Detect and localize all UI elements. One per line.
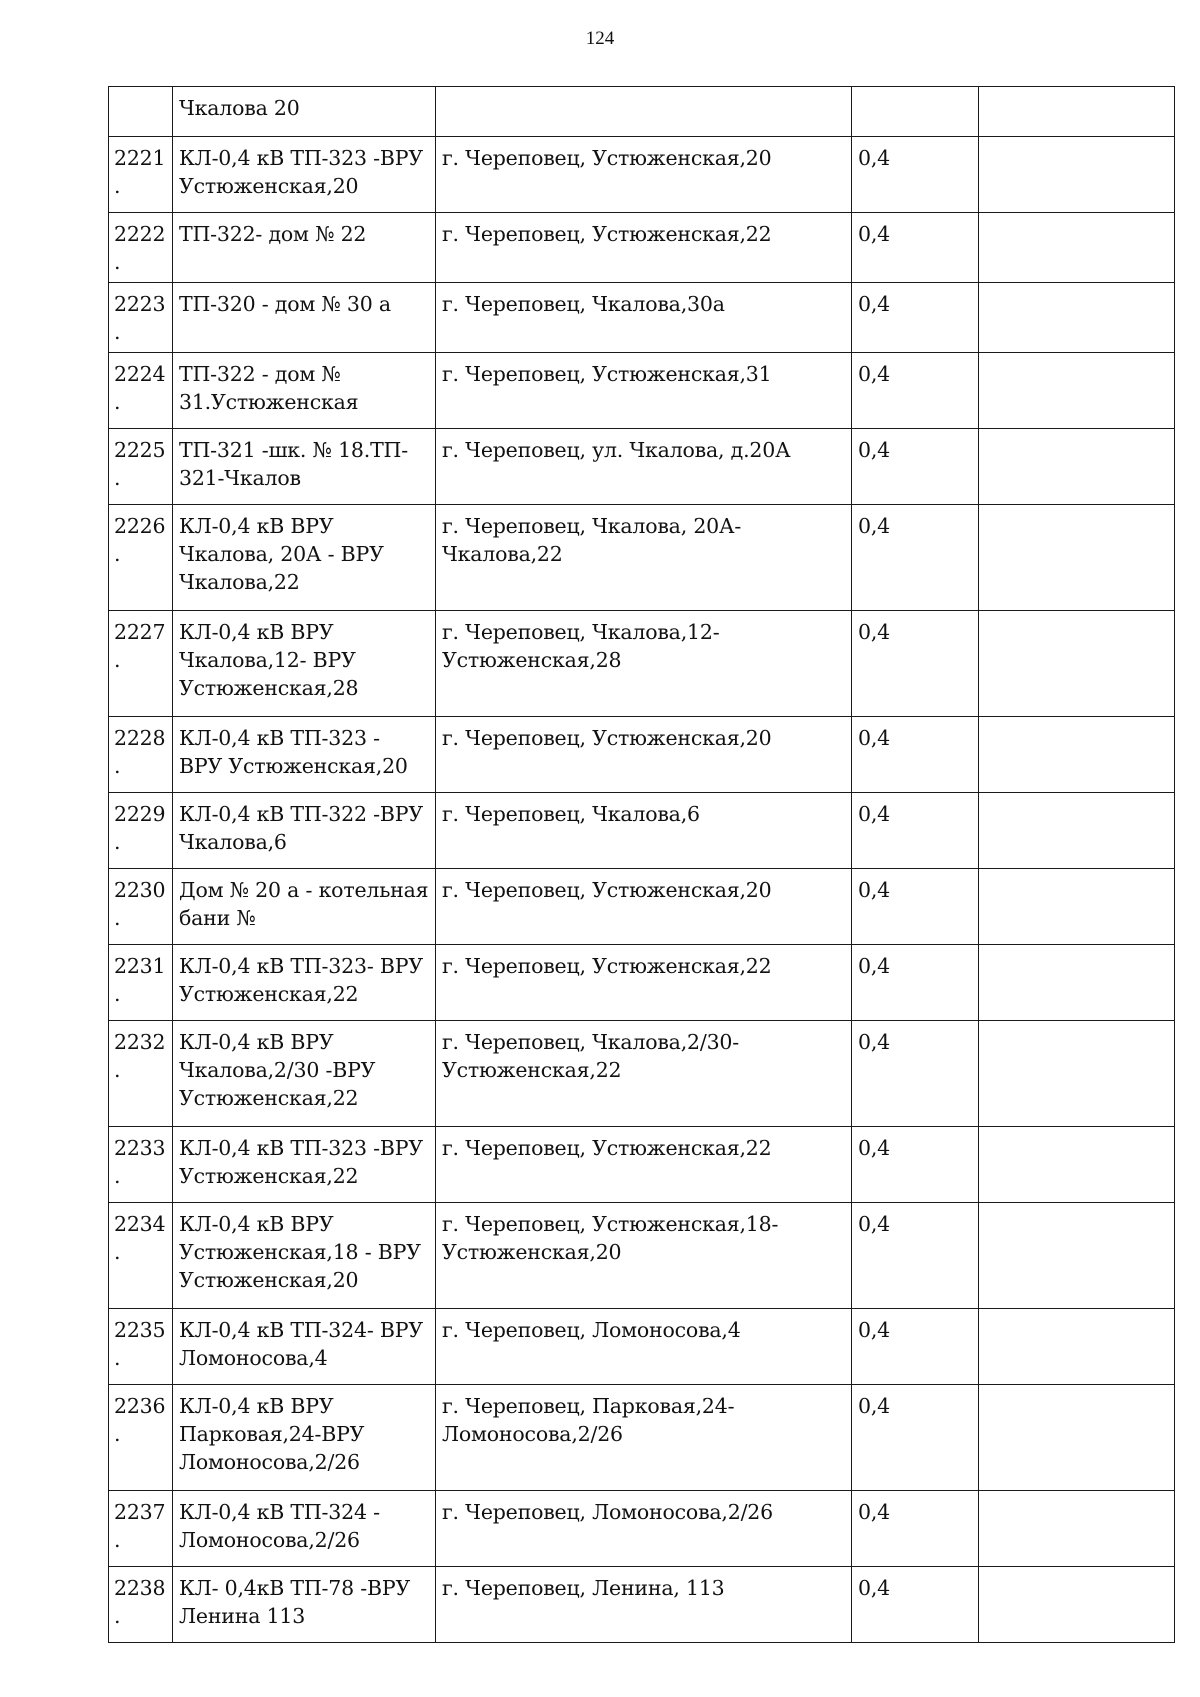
object-name-cell xyxy=(173,1385,436,1491)
address-cell xyxy=(436,505,852,611)
object-name-line: Устюженская,22 xyxy=(179,1164,359,1188)
voltage-cell: 0,4 xyxy=(852,717,979,793)
table-row xyxy=(109,945,1175,1021)
address-line: г. Череповец, Устюженская,22 xyxy=(442,954,772,978)
object-name-line: Устюженская,20 xyxy=(179,1268,359,1292)
row-number-cell: 2229. xyxy=(109,793,173,869)
row-number-cell: 2235. xyxy=(109,1309,173,1385)
empty-cell xyxy=(979,1309,1175,1385)
object-name-line: КЛ-0,4 кВ ВРУ xyxy=(179,514,334,538)
object-name-line: бани № xyxy=(179,906,256,930)
object-name-line: ТП-322- дом № 22 xyxy=(179,222,367,246)
object-name-cell xyxy=(173,87,436,137)
table-row xyxy=(109,1309,1175,1385)
object-name-line: Устюженская,22 xyxy=(179,1086,359,1110)
object-name-line: КЛ-0,4 кВ ТП-323- ВРУ xyxy=(179,954,423,978)
registry-table-body xyxy=(109,87,1175,1643)
row-number-cell: 2223. xyxy=(109,283,173,353)
address-cell xyxy=(436,1203,852,1309)
empty-cell xyxy=(979,137,1175,213)
empty-cell xyxy=(979,505,1175,611)
object-name-cell xyxy=(173,1203,436,1309)
address-cell xyxy=(436,137,852,213)
voltage-cell: 0,4 xyxy=(852,1567,979,1643)
object-name-cell xyxy=(173,1491,436,1567)
empty-cell xyxy=(979,945,1175,1021)
object-name-cell xyxy=(173,353,436,429)
row-number-cell: 2222. xyxy=(109,213,173,283)
table-row xyxy=(109,213,1175,283)
address-cell xyxy=(436,1127,852,1203)
empty-cell xyxy=(979,1491,1175,1567)
table-row xyxy=(109,1127,1175,1203)
object-name-cell xyxy=(173,213,436,283)
page-number: 124 xyxy=(585,28,615,49)
table-row xyxy=(109,283,1175,353)
address-line: г. Череповец, Устюженская,20 xyxy=(442,726,772,750)
voltage-cell: 0,4 xyxy=(852,429,979,505)
object-name-cell xyxy=(173,1567,436,1643)
voltage-cell: 0,4 xyxy=(852,945,979,1021)
address-line: г. Череповец, ул. Чкалова, д.20А xyxy=(442,438,791,462)
object-name-line: КЛ-0,4 кВ ТП-324 - xyxy=(179,1500,380,1524)
row-number-cell: 2224. xyxy=(109,353,173,429)
row-number-cell: 2231. xyxy=(109,945,173,1021)
empty-cell xyxy=(979,283,1175,353)
table-row xyxy=(109,429,1175,505)
object-name-line: ТП-320 - дом № 30 а xyxy=(179,292,391,316)
row-number-cell: 2232. xyxy=(109,1021,173,1127)
object-name-line: Чкалова 20 xyxy=(179,96,300,120)
object-name-line: Чкалова,22 xyxy=(179,570,300,594)
object-name-line: Устюженская,18 - ВРУ xyxy=(179,1240,421,1264)
address-line: г. Череповец, Ленина, 113 xyxy=(442,1576,725,1600)
object-name-cell xyxy=(173,429,436,505)
address-line: Устюженская,22 xyxy=(442,1058,622,1082)
table-row xyxy=(109,353,1175,429)
object-name-line: 321-Чкалов xyxy=(179,466,301,490)
object-name-line: ВРУ Устюженская,20 xyxy=(179,754,408,778)
object-name-line: ТП-322 - дом № xyxy=(179,362,341,386)
voltage-cell: 0,4 xyxy=(852,283,979,353)
voltage-cell: 0,4 xyxy=(852,611,979,717)
object-name-line: Устюженская,22 xyxy=(179,982,359,1006)
object-name-line: 31.Устюженская xyxy=(179,390,359,414)
voltage-cell: 0,4 xyxy=(852,353,979,429)
object-name-line: Ломоносова,2/26 xyxy=(179,1528,360,1552)
address-line: г. Череповец, Устюженская,20 xyxy=(442,878,772,902)
object-name-line: КЛ-0,4 кВ ТП-324- ВРУ xyxy=(179,1318,423,1342)
object-name-line: Чкалова,12- ВРУ xyxy=(179,648,356,672)
object-name-line: Чкалова,2/30 -ВРУ xyxy=(179,1058,376,1082)
object-name-line: КЛ-0,4 кВ ВРУ xyxy=(179,620,334,644)
voltage-cell: 0,4 xyxy=(852,1491,979,1567)
registry-table xyxy=(108,86,1175,1643)
object-name-cell xyxy=(173,1021,436,1127)
object-name-cell xyxy=(173,137,436,213)
voltage-cell: 0,4 xyxy=(852,1309,979,1385)
voltage-cell: 0,4 xyxy=(852,1127,979,1203)
row-number-cell: 2238. xyxy=(109,1567,173,1643)
address-line: г. Череповец, Устюженская,31 xyxy=(442,362,772,386)
empty-cell xyxy=(979,1203,1175,1309)
object-name-cell xyxy=(173,1127,436,1203)
address-cell xyxy=(436,1385,852,1491)
empty-cell xyxy=(979,87,1175,137)
voltage-cell: 0,4 xyxy=(852,1203,979,1309)
address-cell xyxy=(436,429,852,505)
object-name-line: КЛ-0,4 кВ ТП-322 -ВРУ xyxy=(179,802,423,826)
address-line: Чкалова,22 xyxy=(442,542,563,566)
object-name-cell xyxy=(173,793,436,869)
voltage-cell: 0,4 xyxy=(852,1385,979,1491)
empty-cell xyxy=(979,793,1175,869)
row-number-cell: 2237. xyxy=(109,1491,173,1567)
address-cell xyxy=(436,1309,852,1385)
object-name-line: Парковая,24-ВРУ xyxy=(179,1422,365,1446)
object-name-line: Дом № 20 а - котельная xyxy=(179,878,429,902)
address-line: г. Череповец, Устюженская,20 xyxy=(442,146,772,170)
address-line: г. Череповец, Парковая,24- xyxy=(442,1394,735,1418)
voltage-cell: 0,4 xyxy=(852,793,979,869)
empty-cell xyxy=(979,1385,1175,1491)
address-cell xyxy=(436,1491,852,1567)
empty-cell xyxy=(979,353,1175,429)
object-name-line: Устюженская,28 xyxy=(179,676,359,700)
row-number-cell: 2230. xyxy=(109,869,173,945)
object-name-line: ТП-321 -шк. № 18.ТП- xyxy=(179,438,408,462)
address-line: г. Череповец, Чкалова,30а xyxy=(442,292,725,316)
address-cell xyxy=(436,353,852,429)
voltage-cell: 0,4 xyxy=(852,1021,979,1127)
address-line: г. Череповец, Чкалова,6 xyxy=(442,802,700,826)
object-name-line: КЛ-0,4 кВ ТП-323 -ВРУ xyxy=(179,1136,423,1160)
voltage-cell xyxy=(852,87,979,137)
empty-cell xyxy=(979,1567,1175,1643)
address-line: г. Череповец, Устюженская,22 xyxy=(442,222,772,246)
object-name-cell xyxy=(173,505,436,611)
row-number-cell: 2226. xyxy=(109,505,173,611)
empty-cell xyxy=(979,213,1175,283)
table-row xyxy=(109,87,1175,137)
table-row xyxy=(109,717,1175,793)
row-number-cell: 2228. xyxy=(109,717,173,793)
address-line: Ломоносова,2/26 xyxy=(442,1422,623,1446)
table-row xyxy=(109,611,1175,717)
object-name-line: Устюженская,20 xyxy=(179,174,359,198)
address-line: г. Череповец, Устюженская,18- xyxy=(442,1212,779,1236)
object-name-line: КЛ-0,4 кВ ВРУ xyxy=(179,1030,334,1054)
address-line: г. Череповец, Чкалова, 20А- xyxy=(442,514,742,538)
row-number-cell: 2227. xyxy=(109,611,173,717)
object-name-line: КЛ-0,4 кВ ВРУ xyxy=(179,1394,334,1418)
voltage-cell: 0,4 xyxy=(852,137,979,213)
voltage-cell: 0,4 xyxy=(852,505,979,611)
empty-cell xyxy=(979,1021,1175,1127)
table-row xyxy=(109,1567,1175,1643)
table-row xyxy=(109,137,1175,213)
row-number-cell xyxy=(109,87,173,137)
row-number-cell: 2225. xyxy=(109,429,173,505)
address-line: г. Череповец, Устюженская,22 xyxy=(442,1136,772,1160)
row-number-cell: 2233. xyxy=(109,1127,173,1203)
object-name-line: Ломоносова,2/26 xyxy=(179,1450,360,1474)
address-cell xyxy=(436,1021,852,1127)
address-cell xyxy=(436,869,852,945)
object-name-line: КЛ-0,4 кВ ТП-323 -ВРУ xyxy=(179,146,423,170)
address-cell xyxy=(436,87,852,137)
object-name-line: Ленина 113 xyxy=(179,1604,306,1628)
object-name-cell xyxy=(173,1309,436,1385)
address-cell xyxy=(436,793,852,869)
address-line: Устюженская,28 xyxy=(442,648,622,672)
object-name-cell xyxy=(173,869,436,945)
voltage-cell: 0,4 xyxy=(852,213,979,283)
address-cell xyxy=(436,213,852,283)
address-line: г. Череповец, Ломоносова,2/26 xyxy=(442,1500,773,1524)
table-row xyxy=(109,1203,1175,1309)
voltage-cell: 0,4 xyxy=(852,869,979,945)
row-number-cell: 2221. xyxy=(109,137,173,213)
table-row xyxy=(109,869,1175,945)
table-row xyxy=(109,1385,1175,1491)
object-name-cell xyxy=(173,717,436,793)
empty-cell xyxy=(979,1127,1175,1203)
object-name-line: Ломоносова,4 xyxy=(179,1346,328,1370)
object-name-line: КЛ- 0,4кВ ТП-78 -ВРУ xyxy=(179,1576,411,1600)
address-cell xyxy=(436,945,852,1021)
object-name-line: КЛ-0,4 кВ ТП-323 - xyxy=(179,726,380,750)
address-line: г. Череповец, Ломоносова,4 xyxy=(442,1318,741,1342)
empty-cell xyxy=(979,869,1175,945)
address-line: г. Череповец, Чкалова,2/30- xyxy=(442,1030,739,1054)
address-cell xyxy=(436,717,852,793)
address-cell xyxy=(436,283,852,353)
table-row xyxy=(109,1021,1175,1127)
row-number-cell: 2236. xyxy=(109,1385,173,1491)
address-line: Устюженская,20 xyxy=(442,1240,622,1264)
object-name-cell xyxy=(173,283,436,353)
table-row xyxy=(109,1491,1175,1567)
object-name-line: КЛ-0,4 кВ ВРУ xyxy=(179,1212,334,1236)
object-name-cell xyxy=(173,611,436,717)
empty-cell xyxy=(979,717,1175,793)
object-name-line: Чкалова, 20А - ВРУ xyxy=(179,542,384,566)
object-name-cell xyxy=(173,945,436,1021)
address-cell xyxy=(436,1567,852,1643)
empty-cell xyxy=(979,429,1175,505)
table-row xyxy=(109,505,1175,611)
address-cell xyxy=(436,611,852,717)
table-row xyxy=(109,793,1175,869)
object-name-line: Чкалова,6 xyxy=(179,830,287,854)
empty-cell xyxy=(979,611,1175,717)
row-number-cell: 2234. xyxy=(109,1203,173,1309)
address-line: г. Череповец, Чкалова,12- xyxy=(442,620,720,644)
